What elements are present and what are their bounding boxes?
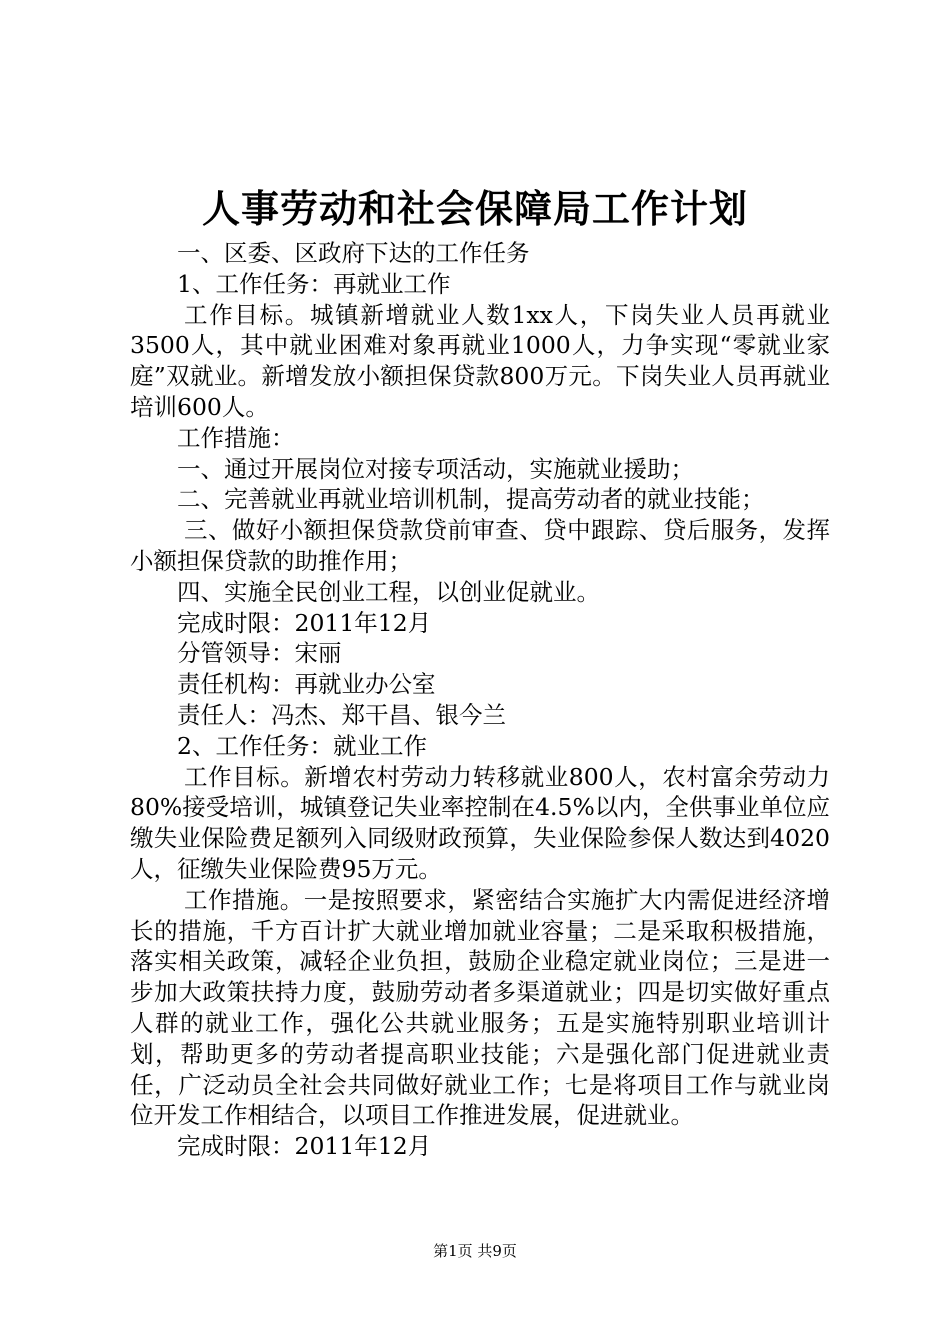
document-title: 人事劳动和社会保障局工作计划 <box>201 186 748 231</box>
leader-line: 分管领导：宋丽 <box>177 639 342 668</box>
task-goal-paragraph: 工作目标。新增农村劳动力转移就业800人，农村富余劳动力80%接受培训，城镇登记失业率控制在4.5%以内，全供事业单位应缴失业保险费足额列入同级财政预算，失业保险参保人数达到4020人，征缴失业保险费95万元。 <box>130 762 830 883</box>
measure-item: 一、通过开展岗位对接专项活动，实施就业援助； <box>177 454 694 483</box>
deadline-line: 完成时限：2011年12月 <box>177 608 432 637</box>
measure-item: 四、实施全民创业工程，以创业促就业。 <box>177 577 600 606</box>
document-body <box>130 238 830 1162</box>
page-footer: 第1页 共9页 <box>433 1242 517 1260</box>
task-goal-paragraph: 工作目标。城镇新增就业人数1xx人，下岗失业人员再就业3500人，其中就业困难对象再就业1000人，力争实现“零就业家庭”双就业。新增发放小额担保贷款800万元。下岗失业人员再就业培训600人。 <box>130 300 830 421</box>
measure-item: 二、完善就业再就业培训机制，提高劳动者的就业技能； <box>177 485 765 514</box>
section-heading: 一、区委、区政府下达的工作任务 <box>177 239 530 267</box>
task-heading: 2、工作任务：就业工作 <box>177 731 427 760</box>
measure-item: 三、做好小额担保贷款贷前审查、贷中跟踪、贷后服务，发挥小额担保贷款的助推作用； <box>130 516 830 575</box>
responsible-line: 责任人：冯杰、郑干昌、银今兰 <box>177 700 506 729</box>
deadline-line: 完成时限：2011年12月 <box>177 1132 432 1161</box>
measures-heading: 工作措施： <box>177 423 295 452</box>
measures-paragraph: 工作措施。一是按照要求，紧密结合实施扩大内需促进经济增长的措施，千方百计扩大就业增加就业容量；二是采取积极措施，落实相关政策，减轻企业负担，鼓励企业稳定就业岗位；三是进一步加大政策扶持力度，鼓励劳动者多渠道就业；四是切实做好重点人群的就业工作，强化公共就业服务；五是实施特别职业培训计划，帮助更多的劳动者提高职业技能；六是强化部门促进就业责任，广泛动员全社会共同做好就业工作；七是将项目工作与就业岗位开发工作相结合，以项目工作推进发展，促进就业。 <box>130 885 830 1130</box>
agency-line: 责任机构：再就业办公室 <box>177 670 436 699</box>
task-heading: 1、工作任务：再就业工作 <box>177 269 451 298</box>
